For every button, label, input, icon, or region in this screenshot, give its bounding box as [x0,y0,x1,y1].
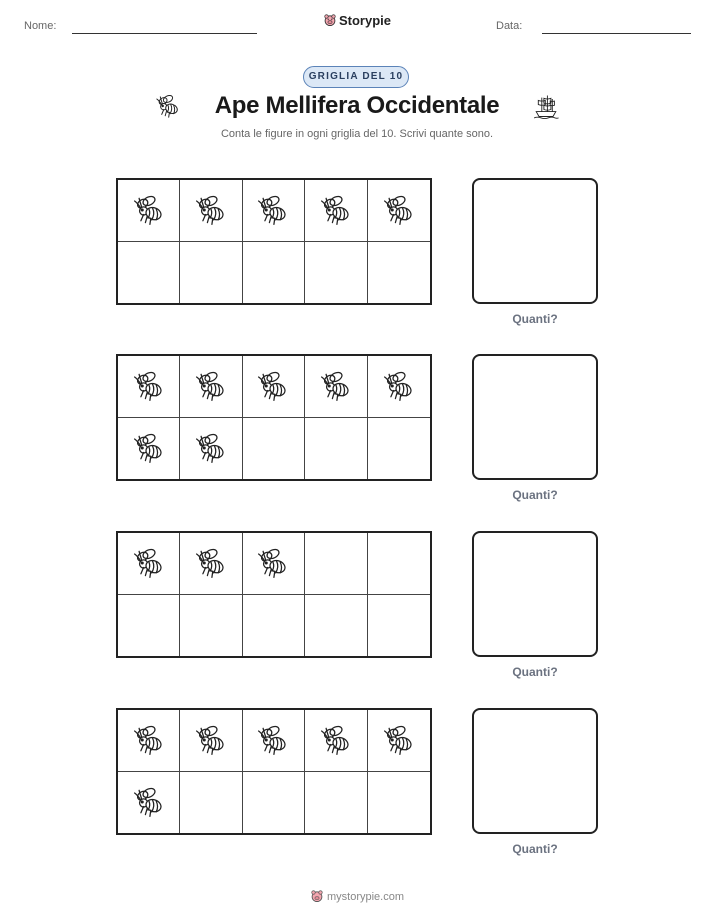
name-label: Nome: [24,20,57,32]
bee-icon [318,192,354,228]
footer [0,889,714,903]
frame-cell [118,595,180,657]
frame-cell [118,710,180,772]
frame-cell [118,772,180,834]
date-label: Data: [496,20,523,32]
footer-url: mystorypie.com [326,891,405,903]
brand-logo [0,13,714,28]
frame-cell [368,180,430,242]
ship-icon [532,92,560,120]
ten-frame-1 [116,178,432,305]
bee-icon [131,192,167,228]
brand-name: Storypie [338,13,391,28]
bee-icon [193,430,229,466]
bee-icon [255,192,291,228]
frame-cell [118,533,180,595]
worksheet-type-badge: GRIGLIA DEL 10 [303,66,409,88]
answer-box-4[interactable] [472,708,598,834]
frame-cell [368,418,430,480]
frame-cell [305,533,367,595]
instructions: Conta le figure in ogni griglia del 10. Scrivi quante sono. [220,128,494,140]
frame-cell [368,242,430,304]
pig-mascot-icon [323,13,337,27]
frame-cell [118,180,180,242]
bee-icon [255,722,291,758]
bee-icon [255,545,291,581]
pig-mascot-icon [310,889,324,903]
frame-cell [305,710,367,772]
bee-icon [131,722,167,758]
answer-box-1[interactable] [472,178,598,304]
date-field-line[interactable] [542,33,691,34]
bee-icon [193,722,229,758]
answer-label-1: Quanti? [512,312,558,326]
frame-cell [243,242,305,304]
frame-cell [180,595,242,657]
name-field-line[interactable] [72,33,257,34]
frame-cell [243,180,305,242]
frame-cell [118,418,180,480]
bee-icon [381,368,417,404]
bee-icon [255,368,291,404]
frame-cell [180,418,242,480]
bee-icon [381,192,417,228]
answer-label-4: Quanti? [512,842,558,856]
frame-cell [243,418,305,480]
frame-cell [243,533,305,595]
bee-icon [131,784,167,820]
frame-cell [180,242,242,304]
bee-icon [193,192,229,228]
frame-cell [368,356,430,418]
frame-cell [243,710,305,772]
frame-cell [305,356,367,418]
frame-cell [180,710,242,772]
frame-cell [305,180,367,242]
answer-box-3[interactable] [472,531,598,657]
frame-cell [180,180,242,242]
answer-box-2[interactable] [472,354,598,480]
frame-cell [368,533,430,595]
bee-icon [131,430,167,466]
bee-icon [193,368,229,404]
frame-cell [305,242,367,304]
bee-icon [131,545,167,581]
answer-label-3: Quanti? [512,665,558,679]
ten-frame-2 [116,354,432,481]
frame-cell [243,772,305,834]
bee-icon [318,368,354,404]
bee-icon [193,545,229,581]
frame-cell [243,595,305,657]
frame-cell [305,595,367,657]
ten-frame-3 [116,531,432,658]
frame-cell [368,595,430,657]
frame-cell [368,772,430,834]
page-title: Ape Mellifera Occidentale [214,92,500,119]
bee-icon [318,722,354,758]
bee-icon [381,722,417,758]
answer-label-2: Quanti? [512,488,558,502]
ten-frame-4 [116,708,432,835]
frame-cell [118,242,180,304]
frame-cell [368,710,430,772]
frame-cell [180,356,242,418]
frame-cell [118,356,180,418]
frame-cell [305,418,367,480]
frame-cell [180,533,242,595]
frame-cell [305,772,367,834]
frame-cell [180,772,242,834]
bee-icon [131,368,167,404]
frame-cell [243,356,305,418]
